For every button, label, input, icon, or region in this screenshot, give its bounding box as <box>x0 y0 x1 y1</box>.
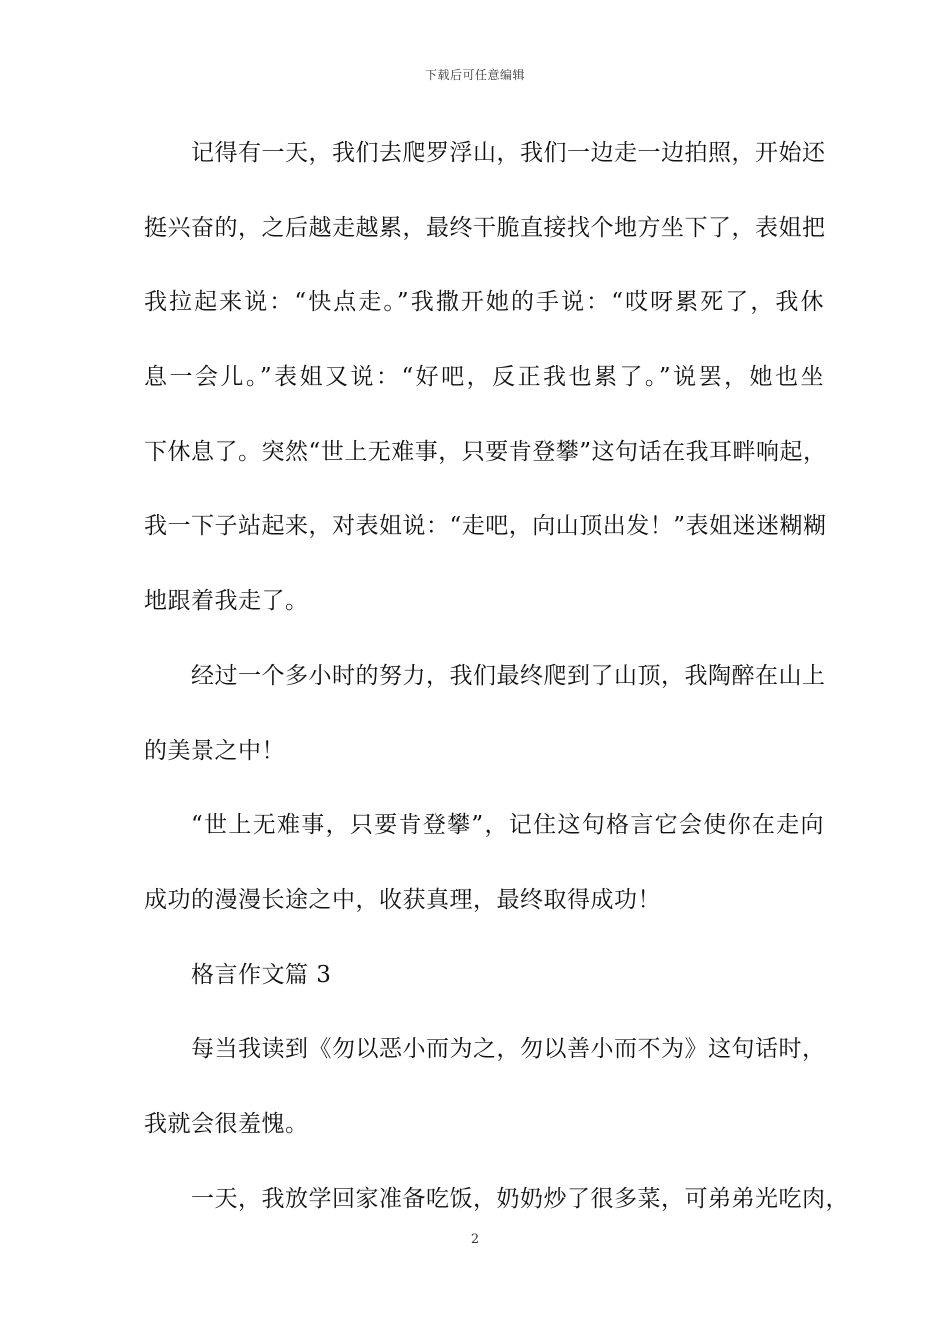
page-number: 2 <box>470 1232 480 1247</box>
text-line: 经过一个多小时的努力，我们最终爬到了山顶，我陶醉在山上 <box>191 662 826 689</box>
text-line: 地跟着我走了。 <box>144 588 309 615</box>
text-line: 我一下子站起来，对表姐说：“走吧，向山顶出发！”表姐迷迷糊糊 <box>144 513 827 540</box>
text-line: 一天，我放学回家准备吃饭，奶奶炒了很多菜，可弟弟光吃肉， <box>191 1185 849 1212</box>
text-line: 成功的漫漫长途之中，收获真理，最终取得成功！ <box>144 886 661 913</box>
text-line: 下休息了。突然“世上无难事，只要肯登攀”这句话在我耳畔响起， <box>144 438 827 465</box>
text-line: 记得有一天，我们去爬罗浮山，我们一边走一边拍照，开始还 <box>191 140 826 166</box>
document-body <box>144 128 849 1248</box>
text-line: 挺兴奋的，之后越走越累，最终干脆直接找个地方坐下了，表姐把 <box>144 214 826 241</box>
text-line: 每当我读到《勿以恶小而为之，勿以善小而不为》这句话时， <box>191 1036 826 1063</box>
text-line: “世上无难事，只要肯登攀”，记住这句格言它会使你在走向 <box>191 812 824 839</box>
text-line: 我就会很羞愧。 <box>144 1110 309 1137</box>
section-heading: 格言作文篇 3 <box>191 961 332 988</box>
text-line: 的美景之中！ <box>144 737 285 764</box>
text-line: 我拉起来说：“快点走。”我撒开她的手说：“哎呀累死了，我休 <box>144 289 824 316</box>
page-header: 下载后可任意编辑 <box>424 68 525 82</box>
text-line: 息一会儿。”表姐又说：“好吧，反正我也累了。”说罢，她也坐 <box>144 364 824 391</box>
